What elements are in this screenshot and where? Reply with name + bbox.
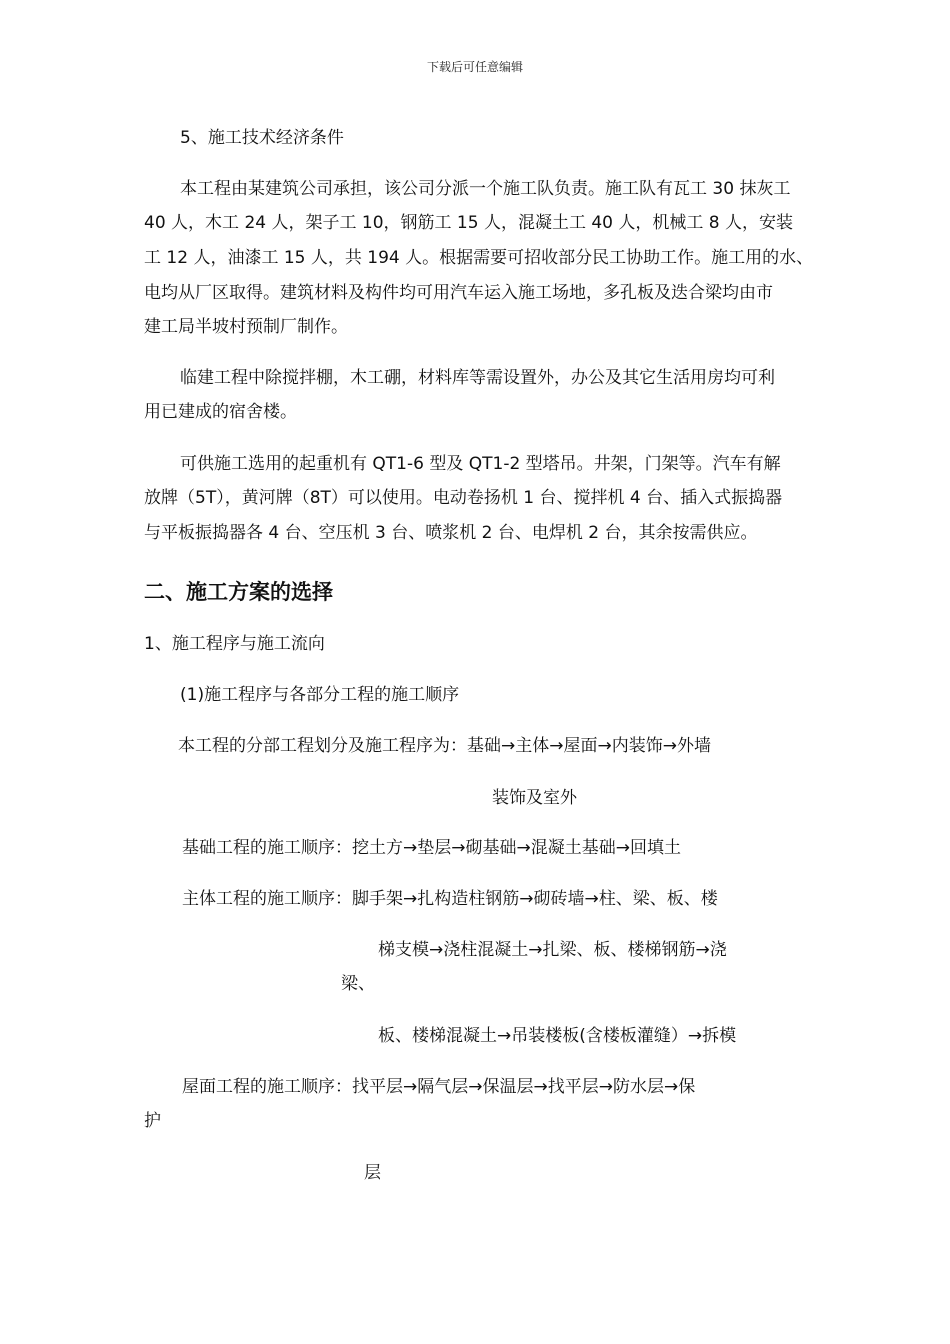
paragraph-line: 电均从厂区取得。建筑材料及构件均可用汽车运入施工场地，多孔板及迭合梁均由市 — [144, 283, 773, 303]
subsection-1-title: 1、施工程序与施工流向 — [144, 634, 325, 654]
program-line: 装饰及室外 — [492, 788, 577, 808]
main-sequence-line: 板、楼梯混凝土→吊装楼板(含楼板灌缝）→拆模 — [378, 1026, 737, 1046]
program-line: 本工程的分部工程划分及施工程序为：基础→主体→屋面→内装饰→外墙 — [178, 736, 711, 756]
paragraph-line: 用已建成的宿舍楼。 — [144, 402, 297, 422]
main-sequence-line: 梯支模→浇柱混凝土→扎梁、板、楼梯钢筋→浇 — [378, 940, 727, 960]
paragraph-line: 临建工程中除搅拌棚，木工硼，材料库等需设置外，办公及其它生活用房均可利 — [180, 368, 775, 388]
foundation-sequence: 基础工程的施工顺序：挖土方→垫层→砌基础→混凝土基础→回填土 — [182, 838, 681, 858]
chapter-2-heading: 二、施工方案的选择 — [144, 580, 333, 604]
paragraph-line: 本工程由某建筑公司承担，该公司分派一个施工队负责。施工队有瓦工 30 抹灰工 — [180, 179, 791, 199]
paragraph-line: 建工局半坡村预制厂制作。 — [144, 317, 348, 337]
roof-sequence-line: 屋面工程的施工顺序：找平层→隔气层→保温层→找平层→防水层→保 — [182, 1077, 696, 1097]
roof-sequence-line: 层 — [364, 1163, 381, 1183]
section-5-title: 5、施工技术经济条件 — [180, 128, 344, 148]
page-header: 下载后可任意编辑 — [426, 60, 523, 74]
paragraph-line: 放牌（5T），黄河牌（8T）可以使用。电动卷扬机 1 台、搅拌机 4 台、插入式振捣器 — [144, 488, 783, 508]
subsection-1-1-title: (1)施工程序与各部分工程的施工顺序 — [180, 685, 460, 705]
paragraph-line: 40 人，木工 24 人，架子工 10，钢筋工 15 人，混凝土工 40 人，机械工 8 人，安装 — [144, 213, 794, 233]
main-sequence-line: 主体工程的施工顺序：脚手架→扎构造柱钢筋→砌砖墙→柱、梁、板、楼 — [182, 889, 718, 909]
paragraph-line: 工 12 人，油漆工 15 人，共 194 人。根据需要可招收部分民工协助工作。施工用的水、 — [144, 248, 814, 268]
paragraph-line: 与平板振捣器各 4 台、空压机 3 台、喷浆机 2 台、电焊机 2 台，其余按需供应。 — [144, 523, 758, 543]
main-sequence-line: 梁、 — [341, 974, 375, 994]
paragraph-line: 可供施工选用的起重机有 QT1-6 型及 QT1-2 型塔吊。井架，门架等。汽车有解 — [180, 454, 781, 474]
roof-sequence-line: 护 — [144, 1111, 161, 1131]
